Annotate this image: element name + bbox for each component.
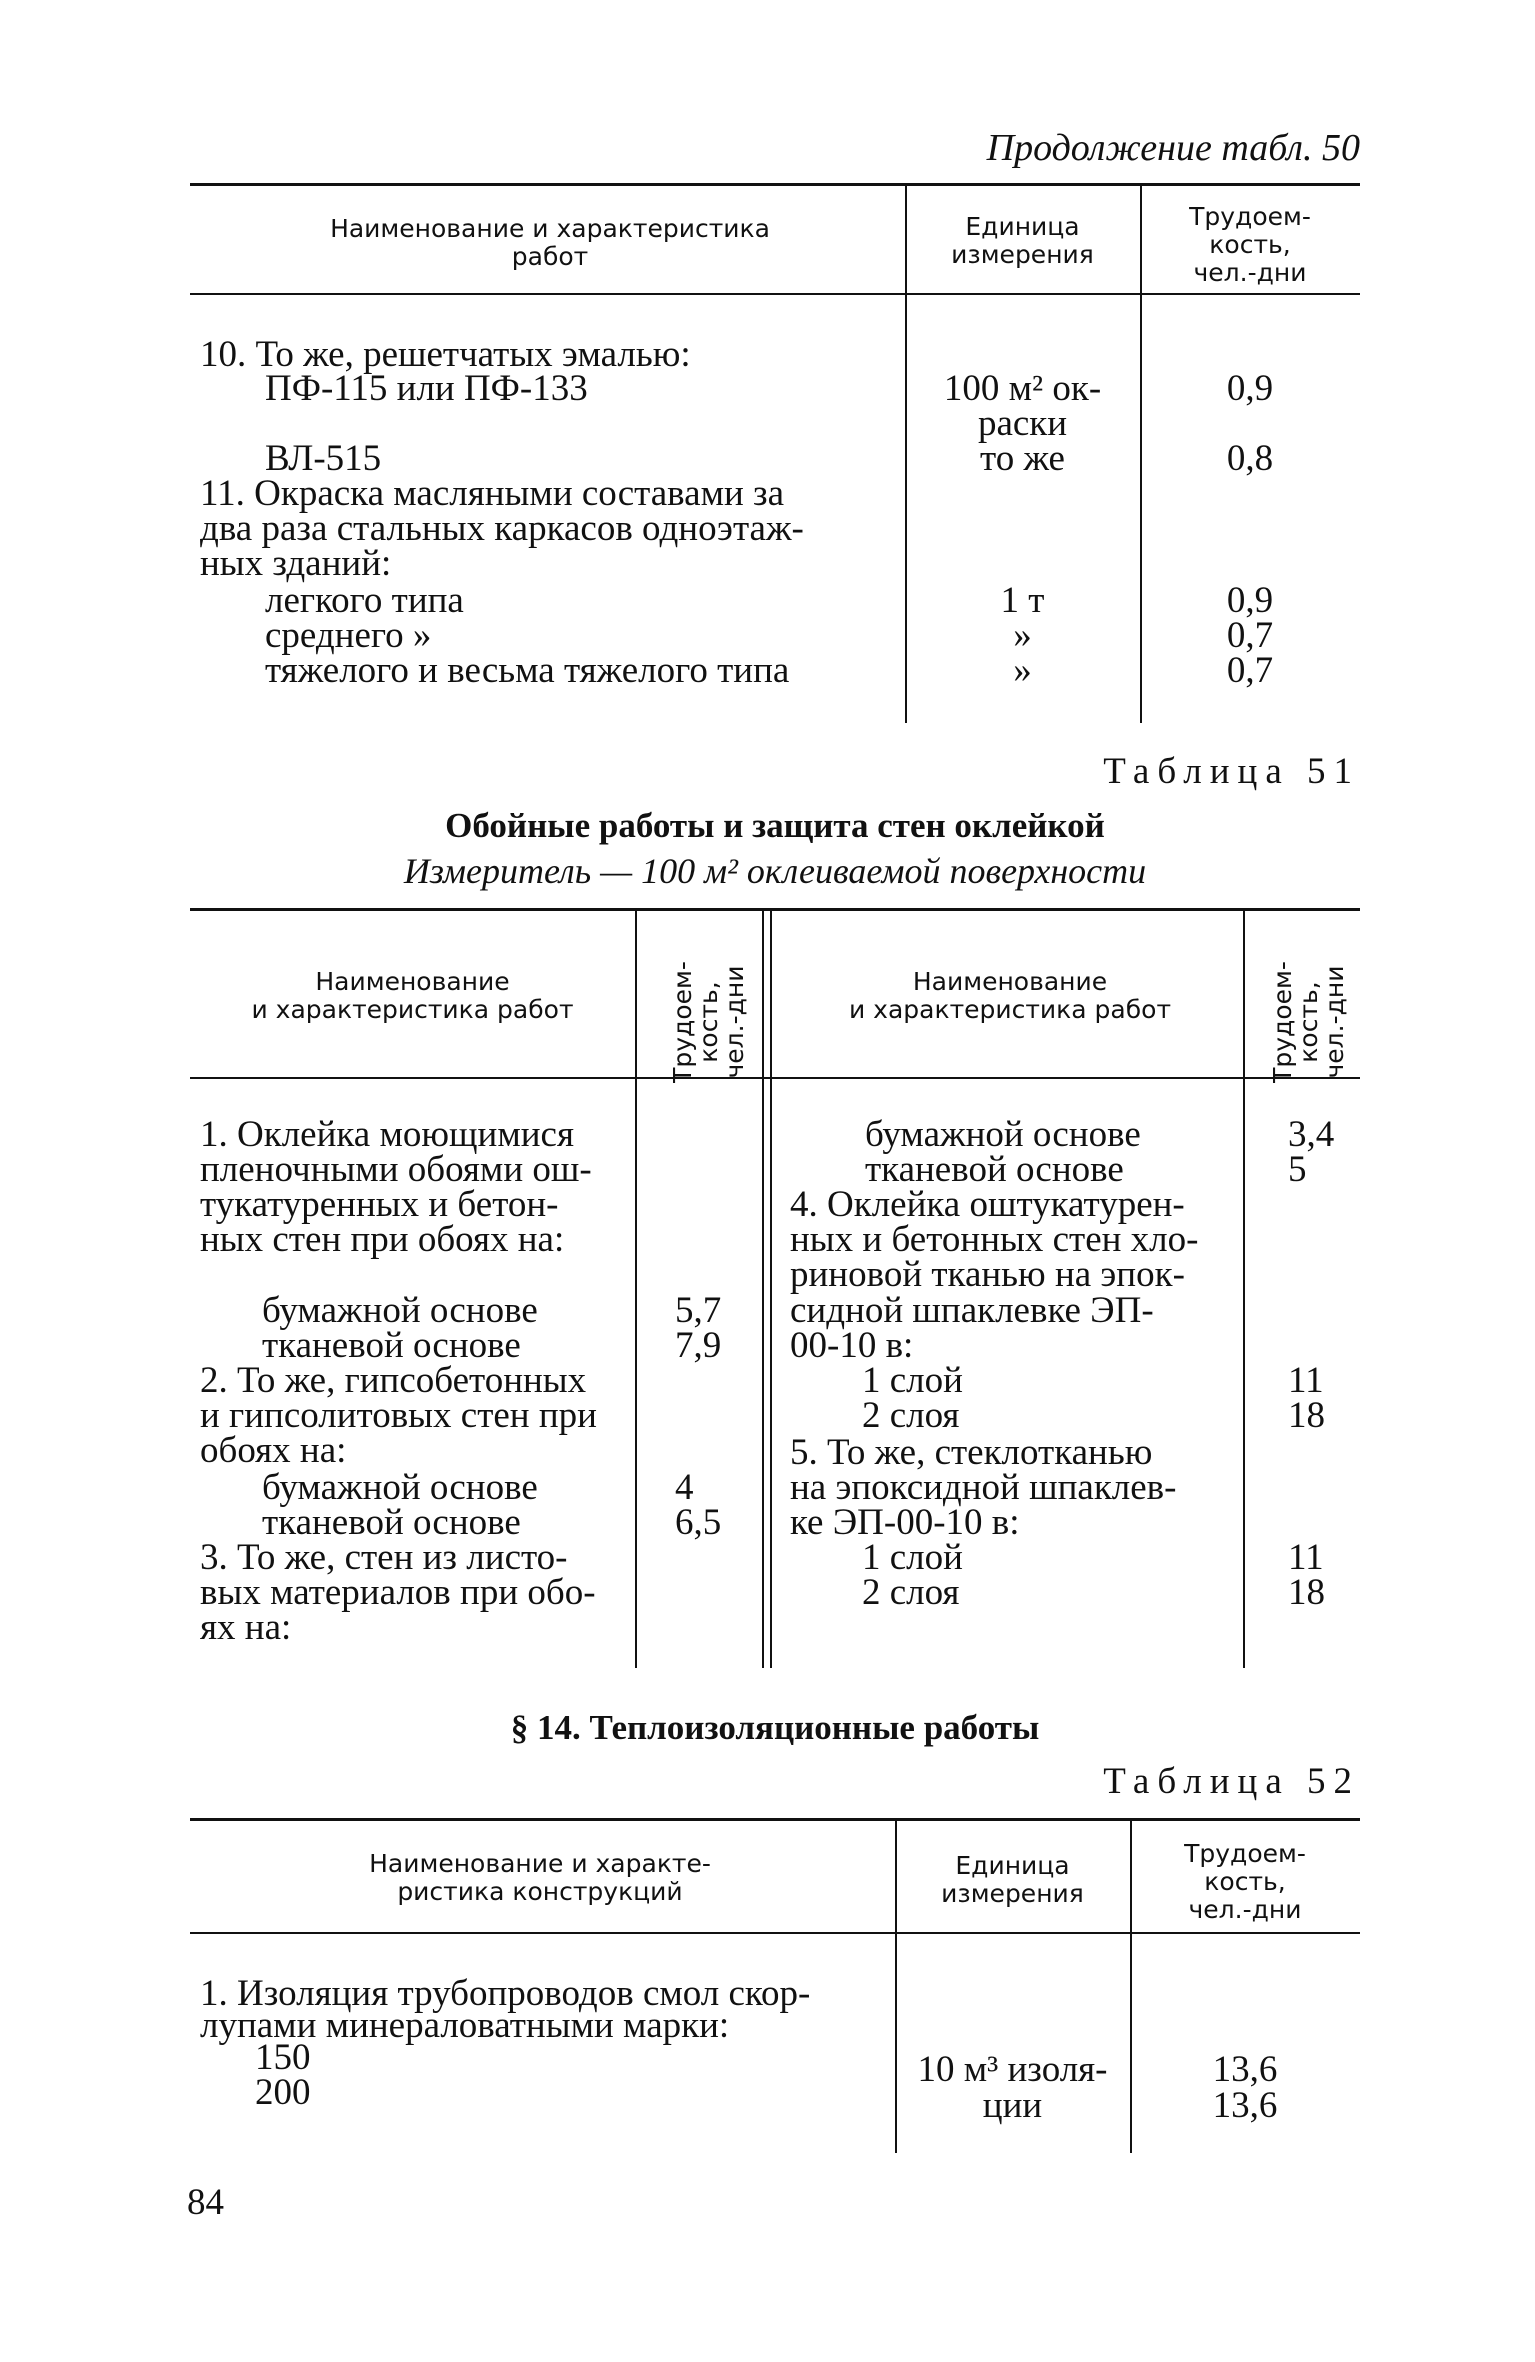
table52-header-rule <box>190 1932 1360 1934</box>
table51-right-row-text: 1 слой <box>862 1537 963 1578</box>
table51-left-row-text: вых материалов при обо- <box>200 1572 596 1613</box>
table51-header-name-right: Наименование и характеристика работ <box>848 967 1172 1024</box>
table51-subtitle: Измеритель — 100 м² оклеиваемой поверхности <box>403 851 1147 891</box>
table51-left-row-value: 4 <box>675 1467 694 1508</box>
table51-right-row-text: 5. То же, стеклотканью <box>790 1432 1153 1473</box>
table51-left-row-value: 6,5 <box>675 1502 722 1543</box>
table51-top-rule <box>190 908 1360 911</box>
table51-left-row-text: тканевой основе <box>262 1325 521 1366</box>
table52-top-rule <box>190 1818 1360 1821</box>
table50-header-name: Наименование и характеристика работ <box>330 214 770 271</box>
table50-continuation-label: Продолжение табл. 50 <box>986 127 1360 169</box>
table52-header-labor: Трудоем- кость, чел.-дни <box>1184 1839 1306 1924</box>
table51-right-row-value: 18 <box>1288 1572 1325 1613</box>
table50-row-value: 0,8 <box>1226 438 1274 479</box>
table51-right-row-text: тканевой основе <box>865 1149 1124 1190</box>
table50-row-text: 10. То же, решетчатых эмалью: <box>200 334 691 375</box>
table51-right-row-text: 4. Оклейка оштукатурен- <box>790 1184 1185 1225</box>
page-number: 84 <box>187 2182 224 2223</box>
table50-row-unit: 1 т <box>1000 580 1045 621</box>
table51-right-row-text: 1 слой <box>862 1360 963 1401</box>
table51-left-row-text: тканевой основе <box>262 1502 521 1543</box>
table50-row-text: два раза стальных каркасов одноэтаж- <box>200 508 804 549</box>
table51-right-row-text: бумажной основе <box>865 1114 1141 1155</box>
table51-right-row-value: 11 <box>1288 1360 1324 1401</box>
table50-row-unit: » <box>1013 615 1032 656</box>
table51-right-row-text: 2 слоя <box>862 1572 960 1613</box>
table50-row-unit: раски <box>977 403 1068 444</box>
table51-header-rule <box>190 1077 1360 1079</box>
table50-header-unit: Единица измерения <box>951 212 1094 269</box>
table51-left-row-text: ных стен при обоях на: <box>200 1219 565 1260</box>
table51-right-row-value: 3,4 <box>1288 1114 1335 1155</box>
table51-label: Таблица 51 <box>1103 751 1360 792</box>
table50-header-labor: Трудоем- кость, чел.-дни <box>1189 202 1311 287</box>
table50-row-text: ных зданий: <box>200 543 392 584</box>
table51-left-row-value: 5,7 <box>675 1290 722 1331</box>
table50-row-text: ВЛ-515 <box>265 438 382 479</box>
table52-row-unit: ции <box>982 2085 1043 2126</box>
table52-row-value: 13,6 <box>1212 2085 1278 2126</box>
table52-row-text: 1. Изоляция трубопроводов смол скор- <box>200 1973 811 2014</box>
table50-row-text: тяжелого и весьма тяжелого типа <box>265 650 790 691</box>
table51-right-row-text: риновой тканью на эпок- <box>790 1254 1185 1295</box>
table51-left-row-value: 7,9 <box>675 1325 722 1366</box>
table51-left-row-text: бумажной основе <box>262 1467 538 1508</box>
table52-header-name: Наименование и характе- ристика конструкций <box>369 1849 711 1906</box>
table51-right-row-text: сидной шпаклевке ЭП- <box>790 1290 1154 1331</box>
table51-right-row-text: 00-10 в: <box>790 1325 914 1366</box>
section14-title: § 14. Теплоизоляционные работы <box>510 1708 1040 1747</box>
table51-right-row-text: ке ЭП-00-10 в: <box>790 1502 1020 1543</box>
table50-row-unit: » <box>1013 650 1032 691</box>
table51-left-row-text: 1. Оклейка моющимися <box>200 1114 574 1155</box>
table50-header-rule <box>190 293 1360 295</box>
table52-row-text: 200 <box>255 2072 311 2113</box>
table52-row-text: лупами минераловатными марки: <box>200 2005 730 2046</box>
table51-right-row-value: 11 <box>1288 1537 1324 1578</box>
table51-left-row-text: 2. То же, гипсобетонных <box>200 1360 587 1401</box>
table50-row-text: легкого типа <box>265 580 464 621</box>
table51-left-row-text: обоях на: <box>200 1430 347 1471</box>
table51-left-row-text: бумажной основе <box>262 1290 538 1331</box>
table52-label: Таблица 52 <box>1103 1761 1360 1802</box>
table51-double-rule-a <box>762 908 764 1668</box>
table51-col-divider-right <box>1243 908 1245 1668</box>
table51-left-row-text: тукатуренных и бетон- <box>200 1184 559 1225</box>
table51-right-row-text: на эпоксидной шпаклев- <box>790 1467 1177 1508</box>
table51-title: Обойные работы и защита стен оклейкой <box>445 806 1105 845</box>
table50-row-unit: 100 м² ок- <box>943 368 1102 409</box>
table52-row-value: 13,6 <box>1212 2049 1278 2090</box>
table50-row-unit: то же <box>980 438 1065 479</box>
table51-right-row-text: 2 слоя <box>862 1395 960 1436</box>
table50-row-text: 11. Окраска масляными составами за <box>200 473 785 514</box>
table50-row-text: среднего » <box>265 615 432 656</box>
table51-left-row-text: 3. То же, стен из листо- <box>200 1537 568 1578</box>
table52-row-unit: 10 м³ изоля- <box>917 2049 1108 2090</box>
table51-header-name-left: Наименование и характеристика работ <box>251 967 574 1024</box>
table52-row-text: 150 <box>255 2037 311 2078</box>
table51-header-labor-left: Трудоем- кость, чел.-дни <box>668 961 749 1083</box>
table51-col-divider-left <box>635 908 637 1668</box>
table51-header-labor-right: Трудоем- кость, чел.-дни <box>1268 961 1349 1083</box>
table51-right-row-value: 18 <box>1288 1395 1325 1436</box>
table50-row-value: 0,9 <box>1226 580 1274 621</box>
table50-top-rule <box>190 183 1360 186</box>
table51-left-row-text: ях на: <box>200 1607 292 1648</box>
table50-row-value: 0,7 <box>1226 650 1274 691</box>
table50-row-text: ПФ-115 или ПФ-133 <box>265 368 588 409</box>
table51-right-row-value: 5 <box>1288 1149 1307 1190</box>
table51-double-rule-b <box>770 908 772 1668</box>
table51-left-row-text: пленочными обоями ош- <box>200 1149 592 1190</box>
table51-left-row-text: и гипсолитовых стен при <box>200 1395 597 1436</box>
table51-right-row-text: ных и бетонных стен хло- <box>790 1219 1199 1260</box>
table52-header-unit: Единица измерения <box>941 1851 1084 1908</box>
table50-row-value: 0,9 <box>1226 368 1274 409</box>
table50-row-value: 0,7 <box>1226 615 1274 656</box>
